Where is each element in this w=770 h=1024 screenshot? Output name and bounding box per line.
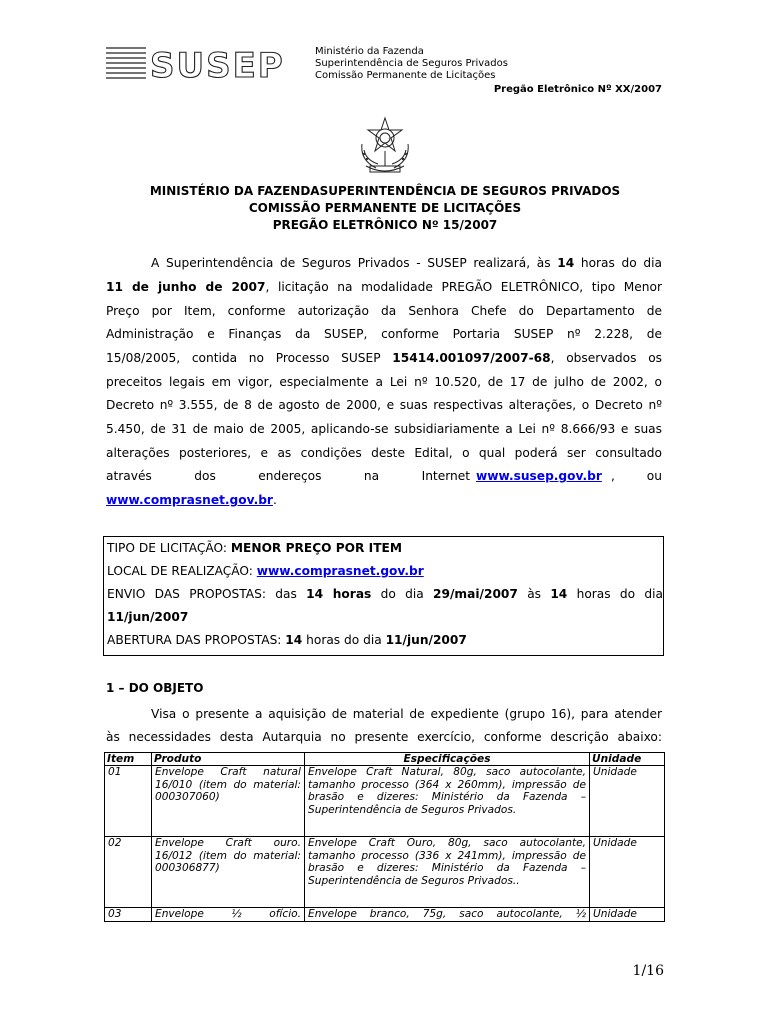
- table-header-row: [105, 753, 665, 766]
- intro-line-11: www.comprasnet.gov.br.: [106, 493, 277, 507]
- comprasnet-link[interactable]: www.comprasnet.gov.br: [106, 493, 273, 507]
- cell-spec: Envelope Craft Ouro, 80g, saco autocolante, tamanho processo (336 x 241mm), impressão de brasão e dizeres: Ministério da Fazenda – Superintendência de Seguros Privados..: [305, 837, 590, 908]
- intro-line-10: através dos endereços na Internet www.susep.gov.br , ou: [106, 469, 662, 483]
- col-header-especificacoes: Especificações: [305, 753, 590, 766]
- header-superintendency: Superintendência de Seguros Privados: [315, 58, 508, 69]
- coat-of-arms-icon: [356, 114, 414, 178]
- susep-link[interactable]: www.susep.gov.br: [476, 469, 602, 483]
- intro-line-2: 11 de junho de 2007, licitação na modalidade PREGÃO ELETRÔNICO, tipo Menor: [106, 280, 662, 294]
- cell-item: 03: [105, 908, 152, 921]
- intro-line-4: Administração e Finanças da SUSEP, conforme Portaria SUSEP nº 2.228, de: [106, 327, 662, 341]
- page-number: 1/16: [632, 963, 664, 979]
- col-header-unidade: Unidade: [590, 753, 665, 766]
- intro-line-7: Decreto nº 3.555, de 8 de agosto de 2000, e suas respectivas alterações, o Decreto nº: [106, 398, 662, 412]
- intro-line-9: alterações posteriores, e as condições deste Edital, o qual poderá ser consultado: [106, 446, 662, 460]
- cell-produto: Envelope ½ ofício.: [152, 908, 305, 921]
- susep-logo: [106, 44, 285, 86]
- cell-unidade: Unidade: [590, 766, 665, 837]
- box-envio-date: 11/jun/2007: [107, 610, 189, 624]
- section-1-heading: 1 – DO OBJETO: [106, 681, 204, 695]
- box-abertura: ABERTURA DAS PROPOSTAS: 14 horas do dia 11/jun/2007: [107, 633, 467, 647]
- box-comprasnet-link[interactable]: www.comprasnet.gov.br: [256, 564, 424, 578]
- header-pregao-ref: Pregão Eletrônico Nº XX/2007: [493, 84, 662, 95]
- title-line-2: COMISSÃO PERMANENTE DE LICITAÇÕES: [248, 201, 522, 215]
- section-1-line-2: às necessidades desta Autarquia no presente exercício, conforme descrição abaixo:: [106, 730, 662, 744]
- table-row: [105, 908, 665, 921]
- cell-produto: Envelope Craft ouro. 16/012 (item do material: 000306877): [152, 837, 305, 908]
- col-header-produto: Produto: [152, 753, 305, 766]
- cell-unidade: Unidade: [590, 908, 665, 921]
- cell-produto: Envelope Craft natural 16/010 (item do material: 000307060): [152, 766, 305, 837]
- intro-line-1: A Superintendência de Seguros Privados - SUSEP realizará, às 14 horas do dia: [151, 256, 662, 270]
- table-row: [105, 766, 665, 837]
- svg-text:SUSEP: SUSEP: [150, 46, 285, 86]
- cell-spec: Envelope branco, 75g, saco autocolante, ½: [305, 908, 590, 921]
- title-line-1: MINISTÉRIO DA FAZENDASUPERINTENDÊNCIA DE SEGUROS PRIVADOS: [149, 184, 621, 198]
- header-commission: Comissão Permanente de Licitações: [315, 70, 496, 81]
- cell-spec: Envelope Craft Natural, 80g, saco autocolante, tamanho processo (364 x 260mm), impressão de brasão e dizeres: Ministério da Fazenda – Superintendência de Seguros Privados.: [305, 766, 590, 837]
- box-envio: ENVIO DAS PROPOSTAS: das 14 horas do dia 29/mai/2007 às 14 horas do dia: [107, 587, 663, 601]
- cell-unidade: Unidade: [590, 837, 665, 908]
- header-ministry: Ministério da Fazenda: [315, 46, 424, 57]
- cell-item: 02: [105, 837, 152, 908]
- intro-line-3: Preço por Item, conforme autorização da Senhora Chefe do Departamento de: [106, 304, 662, 318]
- box-local: LOCAL DE REALIZAÇÃO: www.comprasnet.gov.br: [107, 564, 424, 578]
- col-header-item: Item: [105, 753, 152, 766]
- section-1-line-1: Visa o presente a aquisição de material de expediente (grupo 16), para atender: [151, 707, 662, 721]
- intro-line-8: 5.450, de 31 de maio de 2005, aplicando-se subsidiariamente a Lei nº 8.666/93 e suas: [106, 422, 662, 436]
- items-table: [104, 752, 665, 922]
- intro-line-5: 15/08/2005, contida no Processo SUSEP 15414.001097/2007-68, observados os: [106, 351, 663, 365]
- box-tipo: TIPO DE LICITAÇÃO: MENOR PREÇO POR ITEM: [107, 541, 402, 555]
- table-row: [105, 837, 665, 908]
- intro-line-6: preceitos legais em vigor, especialmente a Lei nº 10.520, de 17 de julho de 2002, o: [106, 375, 662, 389]
- title-line-3: PREGÃO ELETRÔNICO Nº 15/2007: [272, 218, 498, 232]
- cell-item: 01: [105, 766, 152, 837]
